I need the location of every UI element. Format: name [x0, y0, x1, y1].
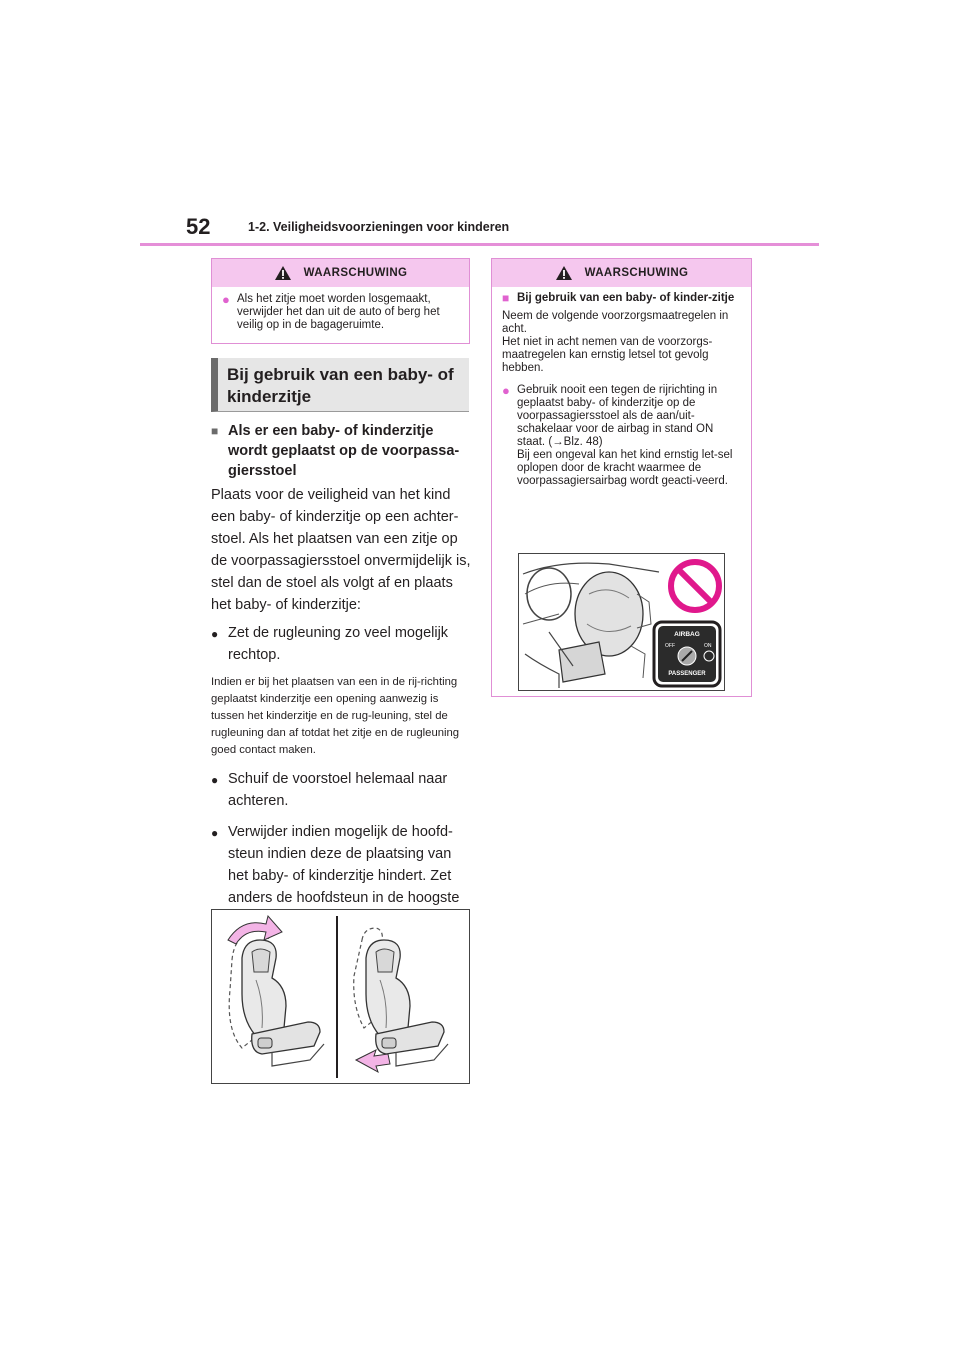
bullet-dot-icon: ●	[211, 773, 219, 787]
airbag-illustration	[518, 553, 725, 691]
warning-subheading-text: Bij gebruik van een baby- of kinder-zitje	[517, 292, 735, 304]
warning-box-left	[211, 258, 470, 344]
warning-triangle-icon	[555, 265, 573, 281]
warning-title: WAARSCHUWING	[584, 267, 689, 279]
prohibition-icon	[671, 562, 719, 610]
bullet-dot-icon: ●	[211, 627, 219, 641]
list-item	[211, 622, 473, 666]
bullet-dot-icon: ●	[222, 292, 230, 307]
warning-header	[492, 259, 751, 287]
square-bullet-icon: ■	[211, 424, 219, 438]
airbag-panel-label-top: AIRBAG	[674, 631, 700, 638]
bullet-text: Zet de rugleuning zo veel mogelijk rechtop.	[228, 625, 449, 663]
warning-item-text: Gebruik nooit een tegen de rijrichting in geplaatst baby- of kinderzitje op de voorpassagiersstoel als de aan/uit-schakelaar voor de airbag in stand ON staat. (→Blz. 48)	[517, 384, 718, 448]
intro-paragraph: Plaats voor de veiligheid van het kind een baby- of kinderzitje op een achter-stoel. Als het plaatsen van een zitje op de voorpassagiersstoel onvermijdelijk is, stel dan de stoel als volgt af en plaats het baby- of kinderzitje:	[211, 487, 471, 613]
warning-triangle-icon	[274, 265, 292, 281]
list-item	[502, 384, 741, 488]
dashboard-illustration-svg	[519, 554, 724, 690]
body-text	[211, 484, 473, 931]
bullet-text: Schuif de voorstoel helemaal naar achteren.	[228, 771, 448, 809]
list-item	[222, 293, 459, 332]
square-bullet-icon: ■	[502, 291, 510, 305]
warning-item-text2: Bij een ongeval kan het kind ernstig let-sel oplopen door de kracht waarmee de voorpassagiersairbag wordt geacti-veerd.	[517, 449, 733, 487]
airbag-panel-label-bottom: PASSENGER	[668, 671, 706, 677]
warning-box-right	[491, 258, 752, 697]
subheading	[211, 421, 471, 481]
seat-illustration-svg	[212, 910, 469, 1083]
warning-paragraph: Het niet in acht nemen van de voorzorgs-maatregelen kan ernstig letsel tot gevolg hebben.	[502, 336, 713, 374]
bullet-dot-icon: ●	[502, 383, 510, 398]
header-rule	[140, 243, 819, 246]
warning-header	[212, 259, 469, 287]
subheading-text: Als er een baby- of kinderzitje wordt geplaatst op de voorpassa-giersstoel	[228, 423, 460, 479]
warning-subheading	[502, 292, 741, 305]
chapter-title: 1-2. Veiligheidsvoorzieningen voor kinderen	[248, 220, 510, 234]
note-paragraph: Indien er bij het plaatsen van een in de rij-richting geplaatst kinderzitje een opening aanwezig is tussen het kinderzitje en de rug-leuning, stel de rugleuning dan af totdat het zitje en de rugleuning goed contact maken.	[211, 676, 460, 756]
airbag-panel-on: ON	[704, 643, 712, 649]
list-item	[211, 768, 473, 812]
warning-paragraph: Neem de volgende voorzorgsmaatregelen in acht.	[502, 310, 729, 335]
section-title-line2: kinderzitje	[227, 387, 312, 406]
warning-text: Als het zitje moet worden losgemaakt, verwijder het dan uit de auto of berg het veilig op in de bagageruimte.	[237, 293, 440, 331]
airbag-panel-off: OFF	[665, 643, 675, 649]
seat-adjustment-illustration	[211, 909, 470, 1084]
section-title-line1: Bij gebruik van een baby- of	[227, 365, 454, 384]
page-number: 52	[186, 214, 211, 239]
warning-title: WAARSCHUWING	[303, 267, 408, 279]
section-heading	[211, 358, 469, 412]
bullet-text: Verwijder indien mogelijk de hoofd-steun indien deze de plaatsing van het baby- of kinderzitje hindert. Zet anders de hoofdsteun in de hoogste	[228, 824, 460, 906]
bullet-dot-icon: ●	[211, 826, 219, 840]
